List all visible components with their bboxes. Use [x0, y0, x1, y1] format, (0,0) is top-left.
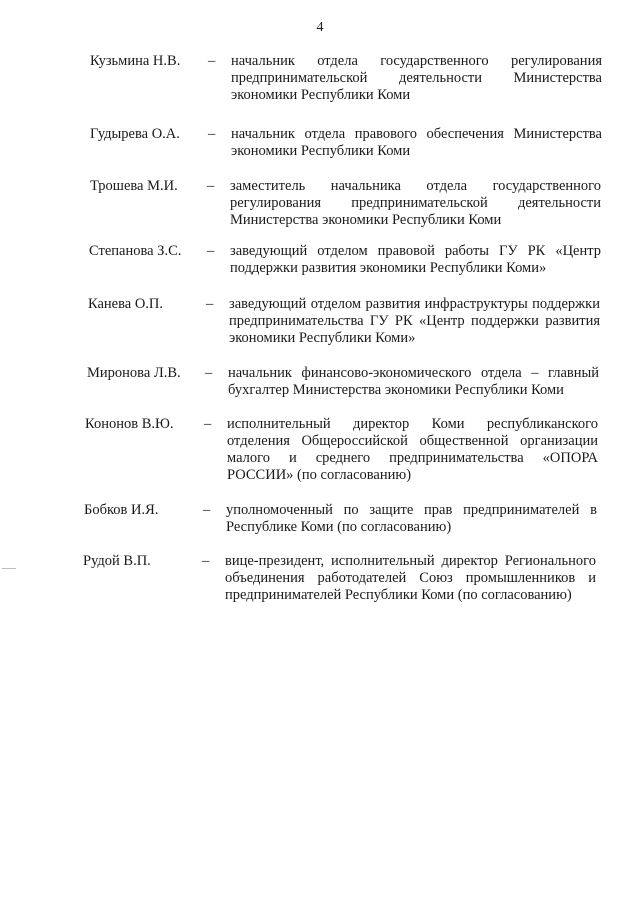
member-role: начальник отдела государственного регулирования предпринимательской деятельности Министерства экономики Республики Коми [231, 53, 602, 103]
scan-margin-mark [2, 568, 16, 569]
member-role: исполнительный директор Коми республиканского отделения Общероссийской общественной организации малого и среднего предпринимательства «ОПОРА РОССИИ» (по согласованию) [227, 416, 598, 483]
member-name: Кузьмина Н.В. [90, 53, 181, 69]
member-dash: – [208, 53, 216, 69]
member-name: Рудой В.П. [83, 553, 151, 569]
member-name: Степанова З.С. [89, 243, 182, 259]
member-role: начальник финансово-экономического отдела – главный бухгалтер Министерства экономики Республики Коми [228, 365, 599, 398]
member-name: Миронова Л.В. [87, 365, 181, 381]
member-role: заведующий отделом правовой работы ГУ РК «Центр поддержки развития экономики Республики Коми» [230, 243, 601, 276]
page-number: 4 [316, 20, 324, 35]
member-dash: – [207, 243, 215, 259]
member-dash: – [207, 178, 215, 194]
member-name: Трошева М.И. [90, 178, 178, 194]
member-name: Канева О.П. [88, 296, 164, 312]
member-dash: – [206, 296, 214, 312]
member-name: Бобков И.Я. [84, 502, 159, 518]
member-dash: – [204, 416, 212, 432]
member-role: начальник отдела правового обеспечения Министерства экономики Республики Коми [231, 126, 602, 159]
member-role: вице-президент, исполнительный директор Регионального объединения работодателей Союз промышленников и предпринимателей Республики Коми (по согласованию) [225, 553, 596, 603]
member-name: Гудырева О.А. [90, 126, 180, 142]
member-dash: – [203, 502, 211, 518]
member-role: заместитель начальника отдела государственного регулирования предпринимательской деятельности Министерства экономики Республики Коми [230, 178, 601, 228]
member-dash: – [202, 553, 210, 569]
member-role: уполномоченный по защите прав предпринимателей в Республике Коми (по согласованию) [226, 502, 597, 535]
member-dash: – [205, 365, 213, 381]
member-name: Кононов В.Ю. [85, 416, 174, 432]
member-dash: – [208, 126, 216, 142]
member-role: заведующий отделом развития инфраструктуры поддержки предпринимательства ГУ РК «Центр поддержки развития экономики Республики Коми» [229, 296, 600, 346]
